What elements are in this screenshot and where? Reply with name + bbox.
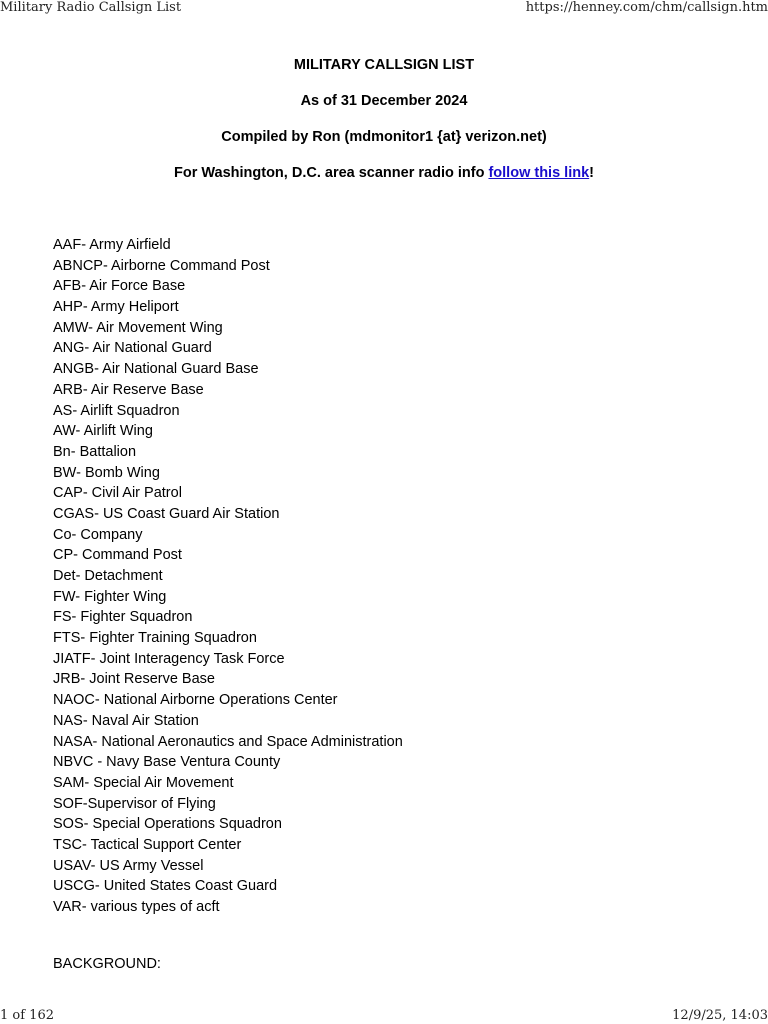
compiled-by: Compiled by Ron (mdmonitor1 {at} verizon.net) bbox=[221, 129, 547, 145]
background-heading: BACKGROUND: bbox=[53, 956, 161, 972]
dc-info-line bbox=[0, 164, 768, 182]
page-number: 1 of 162 bbox=[0, 1008, 54, 1023]
abbreviation-item: CP- Command Post bbox=[53, 547, 182, 564]
abbreviation-item: AS- Airlift Squadron bbox=[53, 402, 180, 419]
dc-info-link[interactable]: follow this link bbox=[488, 165, 590, 181]
abbreviation-item: JRB- Joint Reserve Base bbox=[53, 671, 215, 688]
abbreviation-item: FTS- Fighter Training Squadron bbox=[53, 630, 257, 647]
abbreviation-item: FW- Fighter Wing bbox=[53, 588, 167, 605]
abbreviation-item: CAP- Civil Air Patrol bbox=[53, 485, 182, 502]
print-footer bbox=[0, 1008, 768, 1024]
abbreviation-item: NAOC- National Airborne Operations Center bbox=[53, 692, 338, 709]
abbreviation-item: ANGB- Air National Guard Base bbox=[53, 361, 259, 378]
abbreviation-item: Co- Company bbox=[53, 526, 143, 543]
abbreviation-item: CGAS- US Coast Guard Air Station bbox=[53, 505, 280, 522]
abbreviation-item: AAF- Army Airfield bbox=[53, 237, 171, 253]
abbreviation-item: NASA- National Aeronautics and Space Administration bbox=[53, 733, 403, 750]
abbreviation-item: AMW- Air Movement Wing bbox=[53, 319, 223, 336]
abbreviation-item: SOS- Special Operations Squadron bbox=[53, 816, 282, 833]
dc-info-suffix: ! bbox=[589, 165, 595, 181]
abbreviation-item: USCG- United States Coast Guard bbox=[53, 878, 278, 895]
abbreviation-item: AHP- Army Heliport bbox=[53, 299, 179, 316]
abbreviation-item: SAM- Special Air Movement bbox=[53, 774, 234, 791]
abbreviation-item: JIATF- Joint Interagency Task Force bbox=[53, 650, 285, 667]
abbreviation-item: USAV- US Army Vessel bbox=[53, 857, 204, 874]
document-title: MILITARY CALLSIGN LIST bbox=[293, 57, 475, 73]
abbreviation-item: SOF-Supervisor of Flying bbox=[53, 795, 216, 812]
print-header bbox=[0, 0, 768, 16]
dc-info-prefix: For Washington, D.C. area scanner radio info bbox=[173, 165, 489, 181]
abbreviation-item: AW- Airlift Wing bbox=[53, 423, 153, 440]
abbreviation-item: Bn- Battalion bbox=[53, 443, 137, 460]
abbreviation-item: BW- Bomb Wing bbox=[53, 464, 160, 481]
abbreviation-item: AFB- Air Force Base bbox=[53, 278, 186, 295]
abbreviation-item: ARB- Air Reserve Base bbox=[53, 381, 204, 398]
abbreviation-item: VAR- various types of acft bbox=[53, 899, 220, 915]
print-page-url: https://henney.com/chm/callsign.htm bbox=[525, 0, 768, 15]
print-datetime: 12/9/25, 14:03 bbox=[672, 1008, 768, 1023]
abbreviation-list bbox=[53, 235, 403, 918]
abbreviation-item: Det- Detachment bbox=[53, 568, 163, 584]
print-page-title: Military Radio Callsign List bbox=[0, 0, 182, 15]
abbreviation-item: ANG- Air National Guard bbox=[53, 340, 212, 357]
abbreviation-item: TSC- Tactical Support Center bbox=[53, 836, 242, 853]
abbreviation-item: NAS- Naval Air Station bbox=[53, 712, 199, 729]
abbreviation-item: FS- Fighter Squadron bbox=[53, 609, 193, 626]
abbreviation-item: ABNCP- Airborne Command Post bbox=[53, 257, 270, 274]
abbreviation-item: NBVC - Navy Base Ventura County bbox=[53, 754, 281, 771]
document-date: As of 31 December 2024 bbox=[300, 93, 468, 109]
